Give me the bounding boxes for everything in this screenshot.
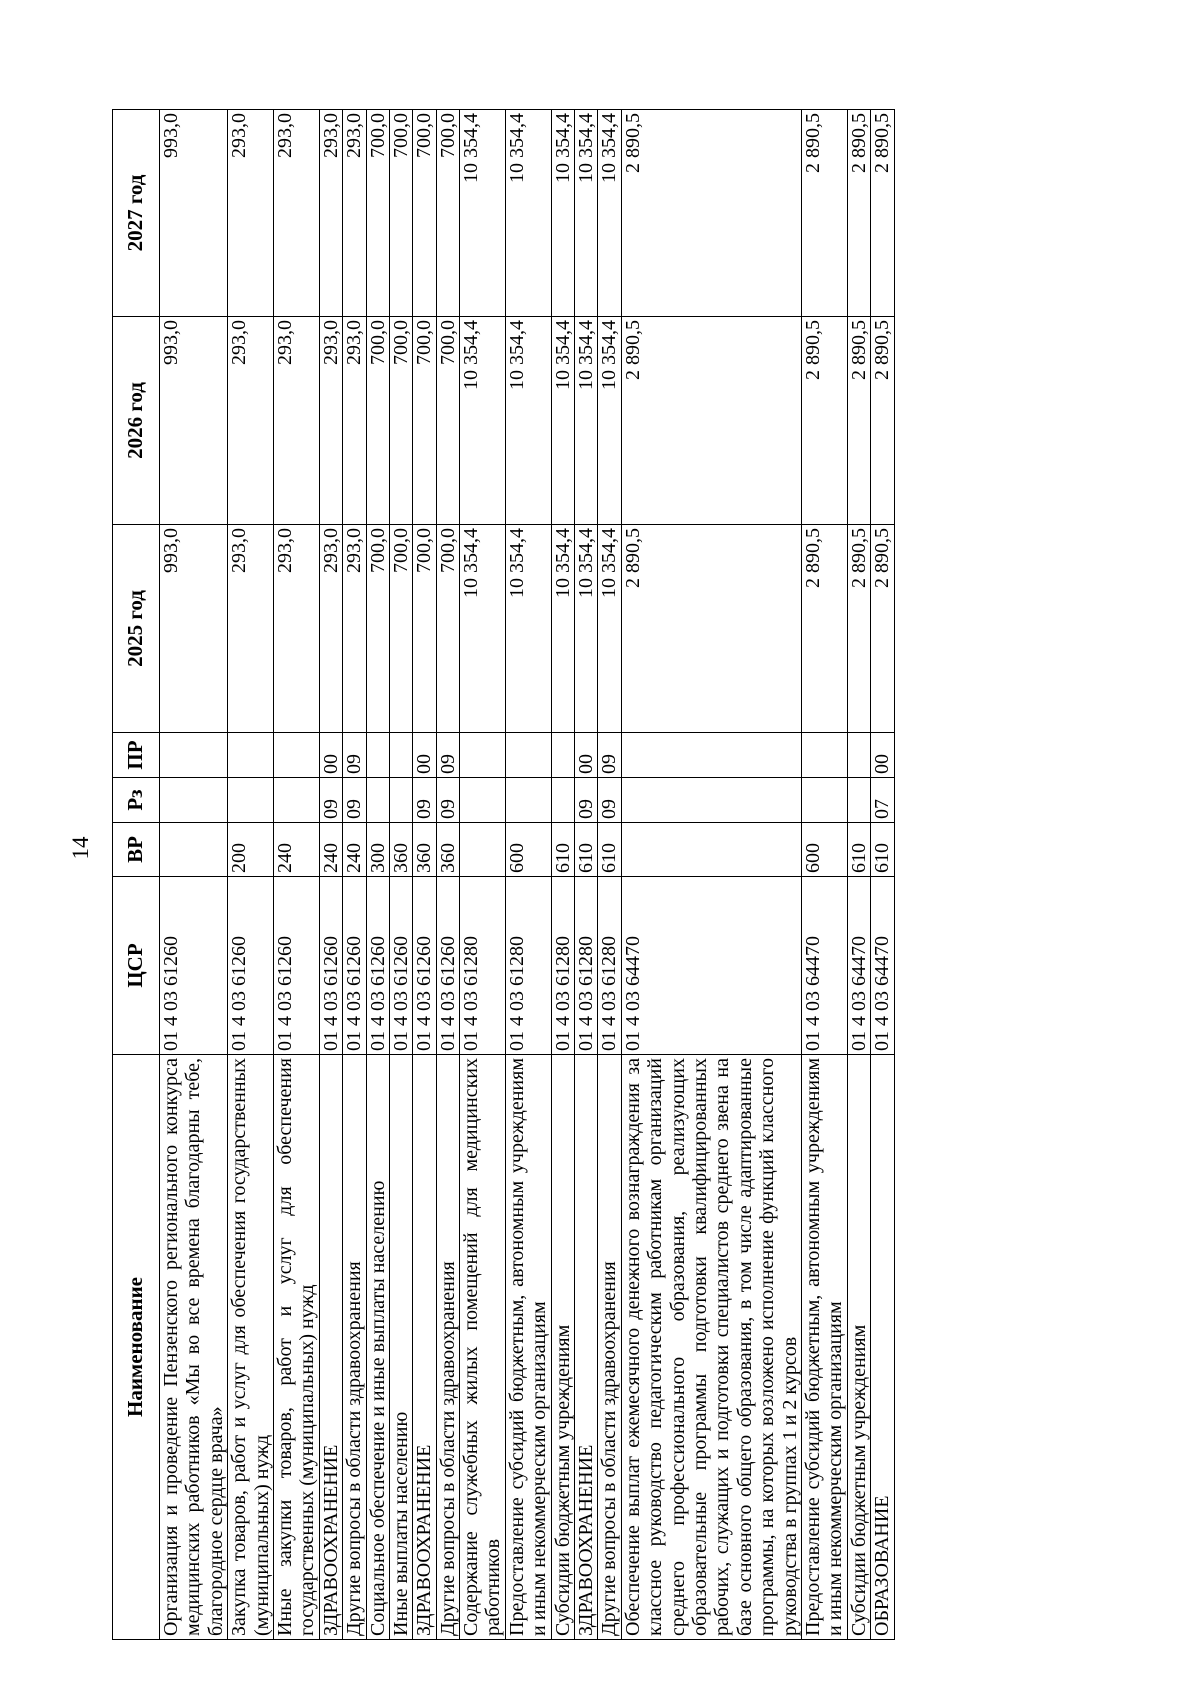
cell-csr: 01 4 03 64470 <box>847 877 870 1055</box>
cell-rz <box>621 778 801 823</box>
cell-pr: 09 <box>343 733 366 778</box>
cell-csr: 01 4 03 61280 <box>551 877 574 1055</box>
cell-2027: 700,0 <box>413 110 436 317</box>
cell-rz: 09 <box>413 778 436 823</box>
cell-pr <box>389 733 412 778</box>
table-row <box>273 110 319 1640</box>
cell-2026: 293,0 <box>343 317 366 525</box>
cell-csr: 01 4 03 61260 <box>366 877 389 1055</box>
cell-csr: 01 4 03 64470 <box>871 877 894 1055</box>
cell-csr: 01 4 03 61280 <box>575 877 598 1055</box>
page-number: 14 <box>68 836 93 860</box>
cell-2027: 700,0 <box>389 110 412 317</box>
cell-rz <box>228 778 274 823</box>
cell-vr: 240 <box>273 823 319 877</box>
cell-rz: 09 <box>575 778 598 823</box>
header-csr: ЦСР <box>113 877 160 1055</box>
cell-csr: 01 4 03 61260 <box>160 877 228 1055</box>
cell-2026: 2 890,5 <box>871 317 894 525</box>
cell-name: Обеспечение выплат ежемесячного денежного вознаграждения за классное руководство педагогическим работникам организаций среднего профессионального образования, реализующих образовательные программы подготовки квалифицированных рабочих, служащих и подготовки специалистов среднего звена на базе основного общего образования, в том числе адаптированные программы, на которых возложено исполнение функций классного руководства в группах 1 и 2 курсов <box>621 1055 801 1640</box>
cell-rz <box>160 778 228 823</box>
cell-name: Субсидии бюджетным учреждениям <box>551 1055 574 1640</box>
header-2027: 2027 год <box>113 110 160 317</box>
table-row <box>413 110 436 1640</box>
cell-rz <box>847 778 870 823</box>
cell-name: ЗДРАВООХРАНЕНИЕ <box>575 1055 598 1640</box>
cell-csr: 01 4 03 61260 <box>343 877 366 1055</box>
table-row <box>551 110 574 1640</box>
cell-2027: 10 354,4 <box>551 110 574 317</box>
cell-2025: 700,0 <box>413 525 436 733</box>
cell-vr: 600 <box>505 823 551 877</box>
cell-pr: 00 <box>871 733 894 778</box>
table-row <box>621 110 801 1640</box>
cell-pr <box>847 733 870 778</box>
cell-2026: 2 890,5 <box>621 317 801 525</box>
cell-pr <box>228 733 274 778</box>
table-row <box>598 110 621 1640</box>
cell-name: Другие вопросы в области здравоохранения <box>436 1055 459 1640</box>
cell-2027: 993,0 <box>160 110 228 317</box>
cell-vr: 240 <box>319 823 342 877</box>
cell-2027: 2 890,5 <box>871 110 894 317</box>
cell-rz <box>366 778 389 823</box>
cell-2026: 293,0 <box>319 317 342 525</box>
cell-pr <box>801 733 847 778</box>
cell-name: Содержание служебных жилых помещений для медицинских работников <box>460 1055 506 1640</box>
cell-csr: 01 4 03 61260 <box>319 877 342 1055</box>
cell-pr <box>160 733 228 778</box>
cell-name: ЗДРАВООХРАНЕНИЕ <box>319 1055 342 1640</box>
table-row <box>343 110 366 1640</box>
cell-2025: 10 354,4 <box>551 525 574 733</box>
cell-2025: 10 354,4 <box>460 525 506 733</box>
cell-name: Иные закупки товаров, работ и услуг для обеспечения государственных (муниципальных) нужд <box>273 1055 319 1640</box>
cell-2026: 10 354,4 <box>598 317 621 525</box>
cell-vr: 200 <box>228 823 274 877</box>
cell-2025: 700,0 <box>389 525 412 733</box>
cell-rz: 09 <box>436 778 459 823</box>
cell-2026: 10 354,4 <box>575 317 598 525</box>
cell-name: Предоставление субсидий бюджетным, автономным учреждениям и иным некоммерческим организациям <box>505 1055 551 1640</box>
cell-2027: 2 890,5 <box>621 110 801 317</box>
cell-name: ОБРАЗОВАНИЕ <box>871 1055 894 1640</box>
cell-rz: 09 <box>598 778 621 823</box>
table-row <box>389 110 412 1640</box>
cell-2026: 2 890,5 <box>801 317 847 525</box>
header-2026: 2026 год <box>113 317 160 525</box>
cell-2025: 10 354,4 <box>575 525 598 733</box>
cell-pr <box>366 733 389 778</box>
cell-vr: 610 <box>847 823 870 877</box>
cell-pr <box>551 733 574 778</box>
cell-csr: 01 4 03 61280 <box>505 877 551 1055</box>
cell-2025: 2 890,5 <box>801 525 847 733</box>
cell-vr: 300 <box>366 823 389 877</box>
cell-2025: 10 354,4 <box>598 525 621 733</box>
cell-2025: 2 890,5 <box>871 525 894 733</box>
cell-2026: 2 890,5 <box>847 317 870 525</box>
cell-2027: 2 890,5 <box>847 110 870 317</box>
table-row <box>366 110 389 1640</box>
cell-2027: 10 354,4 <box>575 110 598 317</box>
cell-csr: 01 4 03 64470 <box>801 877 847 1055</box>
header-vr: ВР <box>113 823 160 877</box>
cell-2026: 293,0 <box>273 317 319 525</box>
cell-rz: 09 <box>319 778 342 823</box>
table-row <box>160 110 228 1640</box>
cell-2025: 2 890,5 <box>621 525 801 733</box>
cell-2025: 293,0 <box>343 525 366 733</box>
cell-name: ЗДРАВООХРАНЕНИЕ <box>413 1055 436 1640</box>
cell-vr: 600 <box>801 823 847 877</box>
cell-name: Иные выплаты населению <box>389 1055 412 1640</box>
cell-2026: 10 354,4 <box>460 317 506 525</box>
cell-2026: 700,0 <box>413 317 436 525</box>
header-rz: Рз <box>113 778 160 823</box>
table-row <box>436 110 459 1640</box>
cell-2025: 10 354,4 <box>505 525 551 733</box>
cell-pr <box>460 733 506 778</box>
cell-rz <box>273 778 319 823</box>
header-2025: 2025 год <box>113 525 160 733</box>
cell-rz <box>460 778 506 823</box>
cell-pr: 09 <box>436 733 459 778</box>
cell-2025: 293,0 <box>319 525 342 733</box>
cell-pr: 00 <box>413 733 436 778</box>
cell-vr <box>460 823 506 877</box>
header-name: Наименование <box>113 1055 160 1640</box>
table-row <box>847 110 870 1640</box>
cell-vr <box>621 823 801 877</box>
cell-name: Закупка товаров, работ и услуг для обеспечения государственных (муниципальных) нужд <box>228 1055 274 1640</box>
cell-2025: 993,0 <box>160 525 228 733</box>
cell-2027: 293,0 <box>319 110 342 317</box>
cell-csr: 01 4 03 61260 <box>273 877 319 1055</box>
cell-vr: 240 <box>343 823 366 877</box>
table-header-row <box>113 110 160 1640</box>
cell-vr: 360 <box>413 823 436 877</box>
cell-2027: 10 354,4 <box>460 110 506 317</box>
cell-pr <box>505 733 551 778</box>
cell-2027: 700,0 <box>436 110 459 317</box>
cell-vr <box>160 823 228 877</box>
cell-csr: 01 4 03 61260 <box>228 877 274 1055</box>
header-pr: ПР <box>113 733 160 778</box>
cell-vr: 610 <box>551 823 574 877</box>
table-row <box>228 110 274 1640</box>
cell-pr: 09 <box>598 733 621 778</box>
cell-rz <box>551 778 574 823</box>
cell-name: Социальное обеспечение и иные выплаты населению <box>366 1055 389 1640</box>
cell-2027: 293,0 <box>343 110 366 317</box>
cell-vr: 360 <box>436 823 459 877</box>
cell-2026: 993,0 <box>160 317 228 525</box>
table-row <box>801 110 847 1640</box>
cell-2025: 293,0 <box>273 525 319 733</box>
cell-pr: 00 <box>319 733 342 778</box>
table-row <box>319 110 342 1640</box>
table-row <box>575 110 598 1640</box>
cell-2026: 700,0 <box>436 317 459 525</box>
table-row <box>871 110 894 1640</box>
cell-2025: 2 890,5 <box>847 525 870 733</box>
cell-2027: 293,0 <box>228 110 274 317</box>
cell-2026: 10 354,4 <box>505 317 551 525</box>
cell-name: Предоставление субсидий бюджетным, автономным учреждениям и иным некоммерческим организациям <box>801 1055 847 1640</box>
cell-rz: 09 <box>343 778 366 823</box>
table-row <box>505 110 551 1640</box>
cell-2027: 293,0 <box>273 110 319 317</box>
cell-2027: 10 354,4 <box>505 110 551 317</box>
cell-vr: 610 <box>871 823 894 877</box>
cell-rz: 07 <box>871 778 894 823</box>
cell-2025: 700,0 <box>436 525 459 733</box>
cell-vr: 610 <box>598 823 621 877</box>
cell-rz <box>505 778 551 823</box>
cell-2027: 2 890,5 <box>801 110 847 317</box>
cell-2027: 700,0 <box>366 110 389 317</box>
cell-vr: 610 <box>575 823 598 877</box>
cell-2026: 700,0 <box>366 317 389 525</box>
cell-2025: 293,0 <box>228 525 274 733</box>
table-body <box>160 110 895 1640</box>
cell-name: Другие вопросы в области здравоохранения <box>343 1055 366 1640</box>
cell-csr: 01 4 03 61260 <box>413 877 436 1055</box>
budget-table <box>112 109 895 1640</box>
cell-rz <box>801 778 847 823</box>
cell-pr <box>621 733 801 778</box>
cell-pr <box>273 733 319 778</box>
cell-csr: 01 4 03 64470 <box>621 877 801 1055</box>
cell-rz <box>389 778 412 823</box>
cell-name: Организация и проведение Пензенского регионального конкурса медицинских работников «Мы во все времена благодарны тебе, благородное сердце врача» <box>160 1055 228 1640</box>
cell-name: Субсидии бюджетным учреждениям <box>847 1055 870 1640</box>
cell-name: Другие вопросы в области здравоохранения <box>598 1055 621 1640</box>
cell-2026: 10 354,4 <box>551 317 574 525</box>
cell-pr: 00 <box>575 733 598 778</box>
table-row <box>460 110 506 1640</box>
cell-2027: 10 354,4 <box>598 110 621 317</box>
cell-csr: 01 4 03 61260 <box>436 877 459 1055</box>
cell-2026: 700,0 <box>389 317 412 525</box>
cell-2025: 700,0 <box>366 525 389 733</box>
cell-csr: 01 4 03 61260 <box>389 877 412 1055</box>
rotated-table-container <box>112 110 1112 1640</box>
cell-vr: 360 <box>389 823 412 877</box>
cell-2026: 293,0 <box>228 317 274 525</box>
cell-csr: 01 4 03 61280 <box>598 877 621 1055</box>
cell-csr: 01 4 03 61280 <box>460 877 506 1055</box>
